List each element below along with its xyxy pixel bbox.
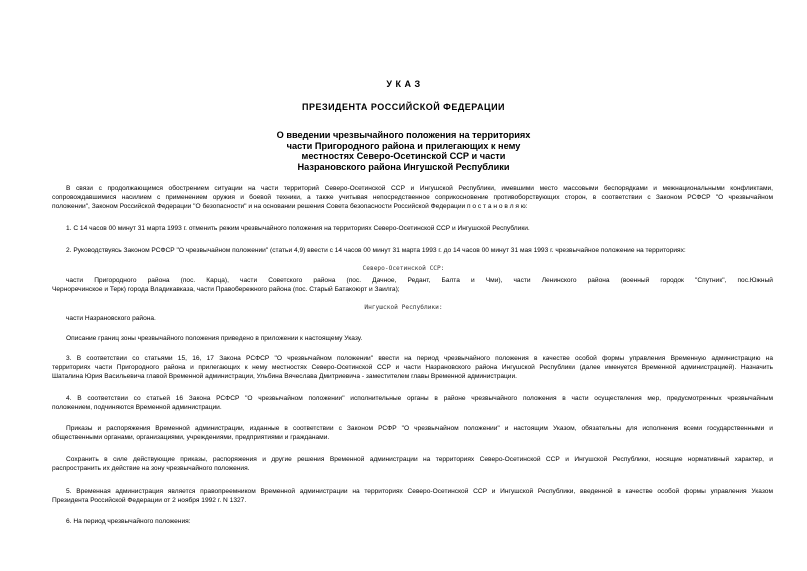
text-line: территориях части Пригородного района и прилегающих к нему местностях Северо-Осетинской ССР и части Назрановского района Ингушской Республики (далее именуется Временной администрацией). Назначить [52, 364, 773, 372]
text-line: 4. В соответствии со статьей 16 Закона РСФСР "О чрезвычайном положении" исполнительные органы в районе чрезвычайного положения в части осуществления мер, предусмотренных чрезвычайным [66, 395, 773, 402]
document-type-heading: У К А З [386, 79, 421, 89]
item-6-paragraph [52, 517, 773, 526]
text-line: положении", Законом Российской Федерации "О безопасности" и на основании решения Совета безопасности Российской Федерации п о с т а н о в л я ю: [52, 203, 528, 211]
title-line: О введении чрезвычайного положения на территориях [276, 130, 531, 140]
subheading-north-ossetia: Северо-Осетинской ССР: [362, 265, 445, 272]
text-line: 2. Руководствуясь Законом РСФСР "О чрезвычайном положении" (статьи 4,9) ввести с 14 часов 00 минут 31 марта 1993 г. до 14 часов 00 минут 31 мая 1993 г. чрезвычайное положение на территориях: [66, 247, 686, 254]
text-line: положением, подчиняются Временной администрации. [52, 404, 222, 412]
text-line: 6. На период чрезвычайного положения: [66, 518, 191, 525]
keep-in-force-paragraph [52, 455, 773, 473]
title-line: части Пригородного района и прилегающих к нему [286, 140, 521, 151]
text-line: Шаталина Юрия Васильевича главой Временной администрации, Ульбина Вячеслава Дмитриевича - заместителем главы Временной администрации. [52, 373, 518, 381]
text-line: сопровождавшимися насилием с применением оружия и боевой техники, а также учитывая непосредственное соприкосновение противоборствующих сторон, в соответствии с Законом РСФСР "О чрезвычайном [52, 194, 773, 202]
text-line: Черноречинское и Терк) города Владикавказа, части Правобережного района (пос. Старый Батакоюрт и Заилга); [52, 286, 400, 294]
title-line: местностях Северо-Осетинской ССР и части [301, 151, 506, 161]
subheading-ingushetia: Ингушской Республики: [364, 304, 443, 311]
text-line: Приказы и распоряжения Временной администрации, изданные в соответствии с Законом РСФР "О чрезвычайном положении" и настоящим Указом, обязательны для исполнения всеми государственными и [66, 425, 773, 432]
issuing-authority: ПРЕЗИДЕНТА РОССИЙСКОЙ ФЕДЕРАЦИИ [301, 102, 506, 112]
text-line: Сохранить в силе действующие приказы, распоряжения и другие решения Временной администрации на территориях Северо-Осетинской ССР и Ингушской Республики, носящие нормативный характер, и [66, 456, 773, 463]
item-4-paragraph [52, 394, 773, 412]
text-line: Президента Российской Федерации от 2 ноября 1992 г. N 1327. [52, 497, 247, 505]
text-line: 5. Временная администрация является правопреемником Временной администрации на территориях Северо-Осетинской ССР и Ингушской Республики, введенной в качестве особой формы управления Указом [66, 488, 773, 495]
text-line: Описание границ зоны чрезвычайного положения приведено в приложении к настоящему Указу. [66, 335, 363, 342]
text-line: части Назрановского района. [66, 315, 156, 322]
item-1-paragraph [52, 224, 773, 233]
preamble-paragraph [52, 184, 773, 212]
ingushetia-territories [52, 314, 773, 323]
text-line: распространить их действие на зону чрезвычайного положения. [52, 465, 250, 473]
item-3-paragraph [52, 354, 773, 382]
borders-note [52, 334, 773, 343]
text-line: общественными органами, организациями, учреждениями, предприятиями и гражданами. [52, 434, 330, 442]
text-line: части Пригородного района (пос. Карца), части Советского района (пос. Дачное, Редант, Балта и Чми), части Ленинского района (военный городок "Спутник", пос.Южный [66, 277, 773, 284]
item-2-paragraph [52, 246, 773, 255]
text-line: В связи с продолжающимся обострением ситуации на части территорий Северо-Осетинской ССР и Ингушской Республики, имевшими место массовыми беспорядками и межнациональными конфликтами, [66, 185, 773, 192]
text-line: 1. С 14 часов 00 минут 31 марта 1993 г. отменить режим чрезвычайного положения на территориях Северо-Осетинской ССР и Ингушской Республики. [66, 225, 530, 232]
orders-paragraph [52, 424, 773, 442]
document-title [0, 130, 807, 172]
title-line: Назрановского района Ингушской Республики [297, 161, 510, 172]
north-ossetia-territories [52, 276, 773, 294]
item-5-paragraph [52, 487, 773, 505]
text-line: 3. В соответствии со статьями 15, 16, 17 Закона РСФСР "О чрезвычайном положении" ввести на период чрезвычайного положения в качестве особой формы управления Временную администрацию на [66, 355, 773, 362]
